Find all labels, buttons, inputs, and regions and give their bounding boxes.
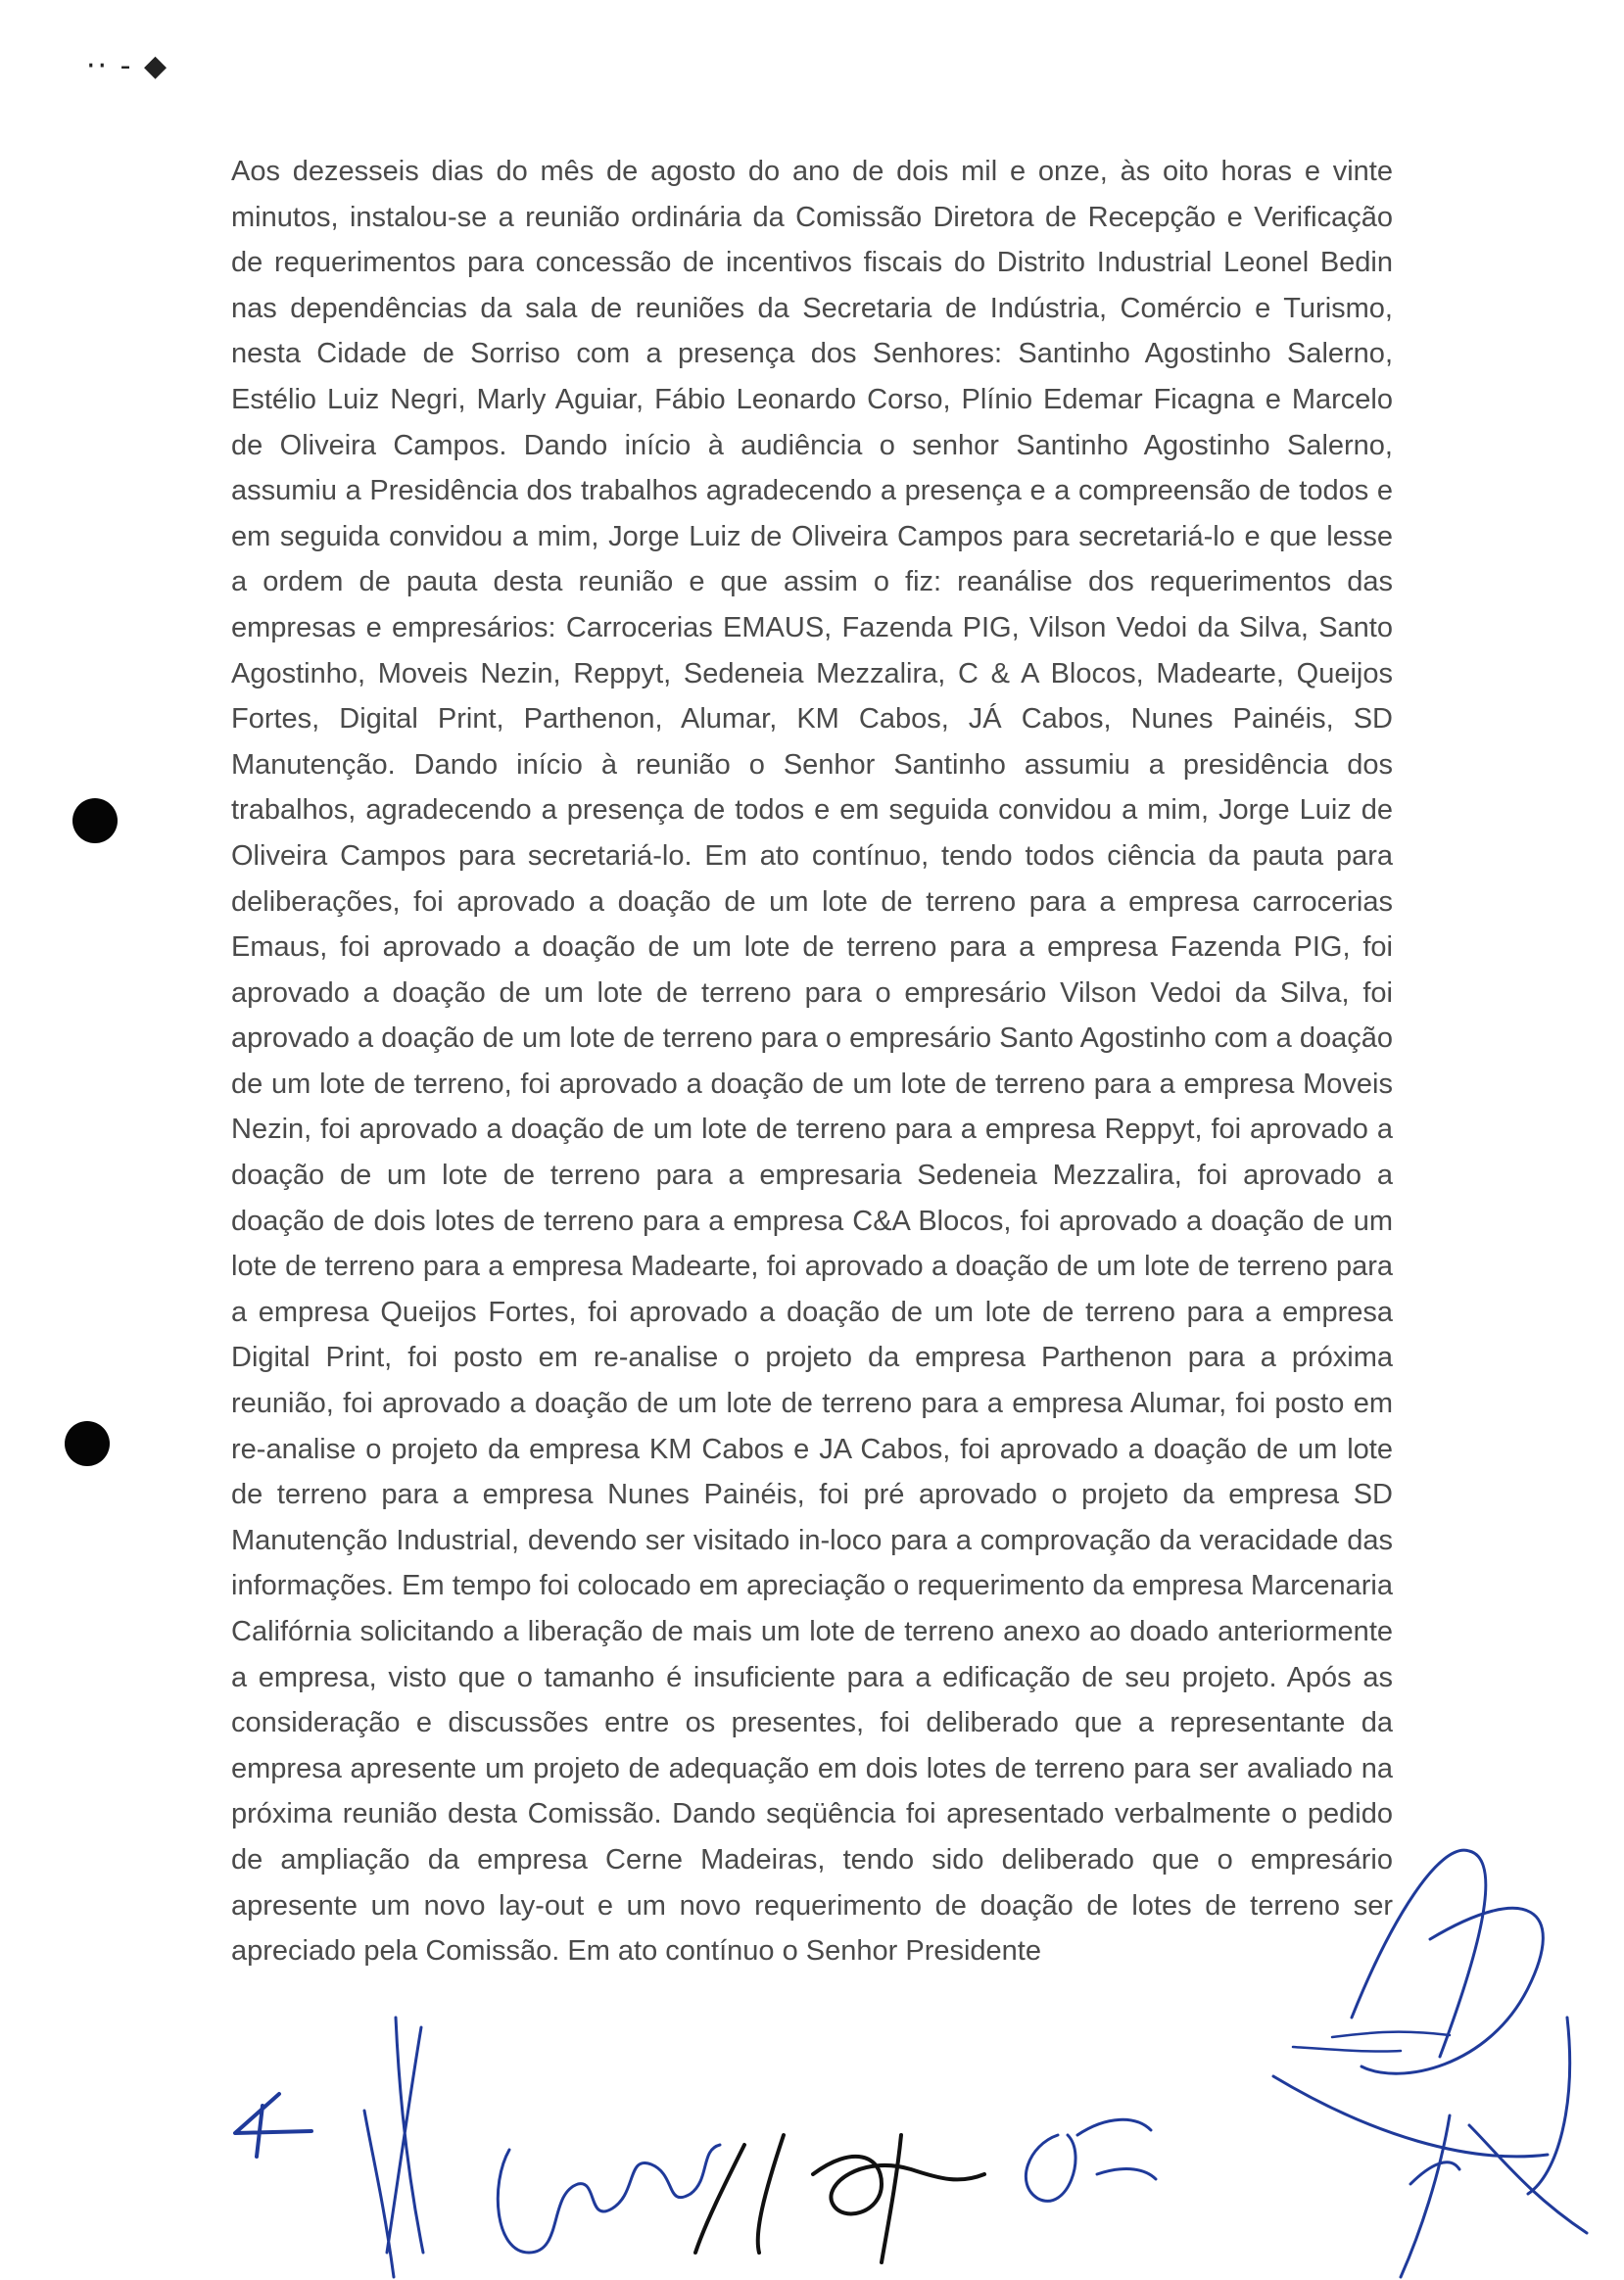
signature-aguiar <box>498 2145 720 2253</box>
signature-stroke-lines <box>1293 2032 1450 2052</box>
signature-x-mark <box>364 2018 423 2277</box>
signature-initial-mark <box>235 2094 311 2157</box>
minutes-body-text: Aos dezesseis dias do mês de agosto do ano de dois mil e onze, às oito horas e vinte minutos, instalou-se a reunião ordinária da Comissão Diretora de Recepção e Verificação de requerimentos para concessão de incentivos fiscais do Distrito Industrial Leonel Bedin nas dependências da sala de reuniões da Secretaria de Indústria, Comércio e Turismo, nesta Cidade de Sorriso com a presença dos Senhores: Santinho Agostinho Salerno, Estélio Luiz Negri, Marly Aguiar, Fábio Leonardo Corso, Plínio Edemar Ficagna e Marcelo de Oliveira Campos. Dando início à audiência o senhor Santinho Agostinho Salerno, assumiu a Presidência dos trabalhos agradecendo a presença e a compreensão de todos e em seguida convidou a mim, Jorge Luiz de Oliveira Campos para secretariá-lo e que lesse a ordem de pauta desta reunião e que assim o fiz: reanálise dos requerimentos das empresas e empresários: Carrocerias EMAUS, Fazenda PIG, Vilson Vedoi da Silva, Santo Agostinho, Moveis Nezin, Reppyt, Sedeneia Mezzalira, C & A Blocos, Madearte, Queijos Fortes, Digital Print, Parthenon, Alumar, KM Cabos, JÁ Cabos, Nunes Painéis, SD Manutenção. Dando início à reunião o Senhor Santinho assumiu a presidência dos trabalhos, agradecendo a presença de todos e em seguida convidou a mim, Jorge Luiz de Oliveira Campos para secretariá-lo. Em ato contínuo, tendo todos ciência da pauta para deliberações, foi aprovado a doação de um lote de terreno para a empresa carrocerias Emaus, foi aprovado a doação de um lote de terreno para a empresa Fazenda PIG, foi aprovado a doação de um lote de terreno para o empresário Vilson Vedoi da Silva, foi aprovado a doação de um lote de terreno para o empresário Santo Agostinho com a doação de um lote de terreno, foi aprovado a doação de um lote de terreno para a empresa Moveis Nezin, foi aprovado a doação de um lote de terreno para a empresa Reppyt, foi aprovado a doação de um lote de terreno para a empresaria Sedeneia Mezzalira, foi aprovado a doação de dois lotes de terreno para a empresa C&A Blocos, foi aprovado a doação de um lote de terreno para a empresa Madearte, foi aprovado a doação de um lote de terreno para a empresa Queijos Fortes, foi aprovado a doação de um lote de terreno para a empresa Digital Print, foi posto em re-analise o projeto da empresa Parthenon para a próxima reunião, foi aprovado a doação de um lote de terreno para a empresa Alumar, foi posto em re-analise o projeto da empresa KM Cabos e JA Cabos, foi aprovado a doação de um lote de terreno para a empresa Nunes Painéis, foi pré aprovado o projeto da empresa SD Manutenção Industrial, devendo ser visitado in-loco para a comprovação da veracidade das informações. Em tempo foi colocado em apreciação o requerimento da empresa Marcenaria Califórnia solicitando a liberação de mais um lote de terreno anexo ao doado anteriormente a empresa, visto que o tamanho é insuficiente para a edificação de seu projeto. Após as consideração e discussões entre os presentes, foi deliberado que a representante da empresa apresente um projeto de adequação em dois lotes de terreno para ser avaliado na próxima reunião desta Comissão. Dando seqüência foi apresentado verbalmente o pedido de ampliação da empresa Cerne Madeiras, tendo sido deliberado que o empresário apresente um novo lay-out e um novo requerimento de doação de lotes de terreno ser apreciado pela Comissão. Em ato contínuo o Senhor Presidente <box>231 156 1393 1968</box>
corner-mark: ·· - ◆ <box>86 49 169 83</box>
punch-hole-bottom <box>65 1421 110 1466</box>
signature-loop <box>1026 2119 1156 2201</box>
signature-black <box>695 2135 984 2262</box>
punch-hole-top <box>72 798 118 843</box>
